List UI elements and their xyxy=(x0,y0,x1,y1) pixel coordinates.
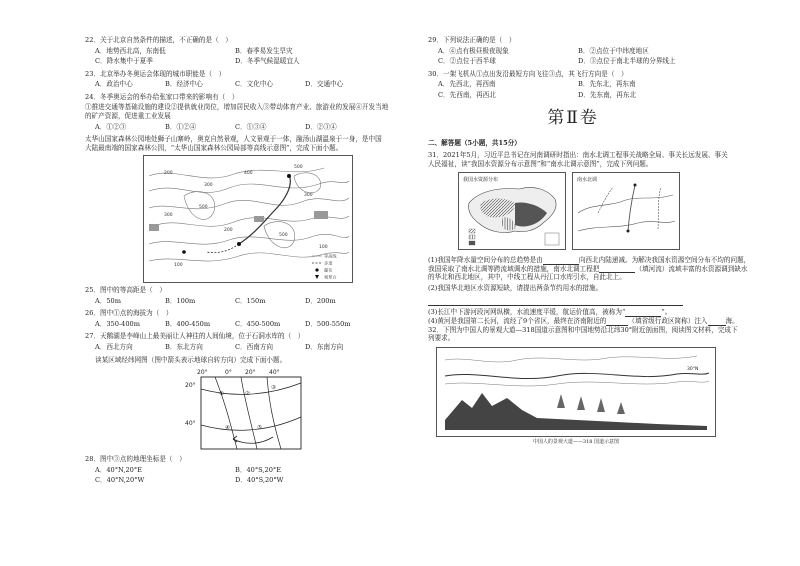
q31-maps xyxy=(458,172,718,250)
route-318-figure xyxy=(436,347,716,437)
sub-question-text: 海。 xyxy=(725,316,739,325)
question-32-cont: 列要求。 xyxy=(428,334,455,343)
latitude-label: 20° xyxy=(185,382,196,390)
option-d: D．②③④ xyxy=(305,122,337,131)
legend-trail: 步道 xyxy=(324,260,333,266)
answer-blank[interactable] xyxy=(708,319,726,326)
map-title: 我国水资源分布 xyxy=(463,177,499,184)
lat-long-grid xyxy=(185,367,305,451)
option-b: B．先东北，再东南 xyxy=(578,80,636,89)
latitude-marker: 30°N xyxy=(687,366,699,372)
contour-label: 100 xyxy=(319,245,328,251)
question-31 xyxy=(428,151,728,168)
longitude-label: 40° xyxy=(269,369,280,377)
legend-contour: 等高线 xyxy=(324,253,337,259)
option-d: D．东南方向 xyxy=(305,343,344,351)
option-b: B．100m xyxy=(165,296,196,305)
question-23 xyxy=(85,70,375,91)
figure-caption: 中国人的景观大道——318 国道示意图 xyxy=(532,438,620,445)
contour-label: 200 xyxy=(224,228,233,234)
option-c: C．450-500m xyxy=(235,319,281,328)
option-b: B．经济中心 xyxy=(165,80,203,89)
option-c: C．文化中心 xyxy=(235,80,274,89)
contour-label: 500 xyxy=(279,233,288,239)
water-resources-graphic xyxy=(459,173,565,249)
option-d: D．交通中心 xyxy=(305,80,344,89)
right-column xyxy=(428,36,751,445)
option-c: C．40°N,20°W xyxy=(95,476,145,485)
option-a: A．先西北，再西南 xyxy=(438,80,496,89)
contour-label: 100 xyxy=(174,263,183,269)
question-31-parts xyxy=(428,256,751,343)
question-stem: 28．图中③点的地理坐标是（ ） xyxy=(85,455,186,464)
lat-long-grid-graphic xyxy=(185,367,305,451)
option-a: A．350-400m xyxy=(95,319,141,328)
map-title: 南水北调 xyxy=(577,177,598,184)
sub-question-1-cont xyxy=(428,264,748,274)
sub-question-text: (4)黄河是我国第二长河，流经了9个省区，最终在济南附近的 xyxy=(428,316,607,325)
question-32: 32．下图为中国人的景观大道—318国道示意图和中国地势沿北纬30°附近剖面图，阅读图文材料，完成下 xyxy=(428,325,738,334)
question-stem: 26．图中①点的海拔为（ ） xyxy=(85,309,173,318)
question-28 xyxy=(85,455,375,487)
question-stem: 30．一架飞机从①点出发沿最短方向飞往③点，其飞行方向是（ ） xyxy=(428,69,628,78)
option-c: C．150m xyxy=(235,296,266,305)
reading-passage xyxy=(85,135,382,152)
south-north-water-map xyxy=(572,172,680,250)
passage-line: 大陆最南端的国家森林公园，“太华山国家森林公园局部等高线示意图”，完成下面小题。 xyxy=(85,143,343,152)
map-legend xyxy=(312,253,337,281)
question-text: 人民福祉，读“我国水资源分布示意图”和“南水北调示意图”，完成下列问题。 xyxy=(428,159,653,168)
option-a: A．50m xyxy=(95,296,121,305)
contour-map xyxy=(143,155,353,283)
sub-question-3 xyxy=(428,308,718,317)
option-c: C．②点位于西半球 xyxy=(438,57,496,66)
option-c: C．降水集中于夏季 xyxy=(95,57,153,66)
grid-point-label: ① xyxy=(219,391,224,398)
contour-label: 300 xyxy=(304,193,313,199)
legend-waterfall: 瀑布 xyxy=(324,267,333,273)
part-title: 第Ⅱ卷 xyxy=(547,108,599,129)
south-north-water-graphic xyxy=(573,173,679,249)
answer-blank[interactable] xyxy=(606,319,628,326)
question-25 xyxy=(85,286,375,307)
legend-viewpoint: 观景台 xyxy=(324,274,337,280)
question-24 xyxy=(85,92,389,133)
option-a: A．④点有极昼极夜现象 xyxy=(438,46,509,55)
left-column xyxy=(85,36,389,489)
option-a: A．地势西北高，东南低 xyxy=(95,46,166,55)
question-stem: 25．图中的等高距是（ ） xyxy=(85,286,166,295)
sub-question-text: 我国采取了南水北调等跨流域调水的措施，南水北调工程把 xyxy=(428,264,600,273)
question-stem: 29．下列说法正确的是（ ） xyxy=(428,36,516,44)
sub-question-4 xyxy=(428,316,739,326)
contour-label: 500 xyxy=(199,205,208,211)
grid-intro: 读某区域经纬网图（图中箭头表示地球自转方向）完成下面小题。 xyxy=(95,355,287,364)
question-stem: 24．冬季奥运会的举办给张家口带来的影响有（ ） xyxy=(85,92,239,101)
route-318-graphic xyxy=(437,348,715,436)
option-d: D．200m xyxy=(305,296,336,305)
option-b: B．400-450m xyxy=(165,319,211,328)
sub-question-text: ”。 xyxy=(661,308,672,317)
question-text: 31．2021年5月，习近平总书记在河南调研时指出：南水北调工程事关战略全局、事关长远发展、事关 xyxy=(428,151,728,160)
question-29 xyxy=(428,36,718,68)
sub-question-text: （填河流）流域丰富的水资源调到缺水 xyxy=(635,264,748,273)
option-c: C．先西南，再西北 xyxy=(438,90,496,99)
option-b: B．东北方向 xyxy=(165,343,203,351)
option-d: D．40°S,20°W xyxy=(235,476,284,485)
sub-question-1 xyxy=(428,256,751,265)
answer-blank[interactable] xyxy=(543,258,579,265)
option-c: C．①③④ xyxy=(235,122,267,131)
option-a: A．西北方向 xyxy=(95,343,133,351)
sub-question-2: (2)我国华北地区水资源短缺，请提出两条节约用水的措施。 xyxy=(428,283,603,292)
option-a: A．政治中心 xyxy=(95,80,133,89)
sub-question-text: (1)我国年降水量空间分布的总趋势是由 xyxy=(428,256,543,265)
option-a: A．①②③ xyxy=(95,122,127,131)
sub-question-text: 向西北内陆递减。为解决我国水资源空间分布不均的问题， xyxy=(578,256,751,265)
question-22 xyxy=(85,36,375,68)
contour-label: 300 xyxy=(164,213,173,219)
contour-label: 500 xyxy=(294,165,303,171)
latitude-label: 40° xyxy=(185,420,196,428)
water-resources-map xyxy=(458,172,566,250)
sub-question-text: (3)长江中下游河段河网纵横，水流速度平缓，航运价值高，被称为“ xyxy=(428,308,626,317)
longitude-label: 20° xyxy=(245,369,256,377)
section-heading: 二、解答题（5小题，共15分） xyxy=(428,139,521,148)
contour-map-graphic xyxy=(144,156,352,282)
answer-blank[interactable] xyxy=(625,310,661,317)
option-a: A．40°N,20°E xyxy=(95,465,142,474)
passage-line: 太华山国家森林公园地处狮子山寨岭，奥克自然景观，人文景观于一体，融汤山湖温泉于一身，是中国 xyxy=(85,135,382,144)
option-b: B．40°S,20°E xyxy=(235,465,282,474)
option-b: B．②点位于中纬度地区 xyxy=(578,46,649,55)
option-d: D．冬季气候湿暖宜人 xyxy=(235,57,300,66)
contour-label: 400 xyxy=(244,171,253,177)
option-b: B．①②④ xyxy=(165,122,197,131)
contour-label: 300 xyxy=(204,183,213,189)
question-stem: 27．天鹅湖是李峰山上最美丽让人神往的人间仙境，位于石洞水库的（ ） xyxy=(85,332,305,341)
sub-question-text: （填省级行政区简称）注入 xyxy=(628,316,708,325)
answer-line[interactable] xyxy=(428,292,683,306)
question-30 xyxy=(428,70,718,102)
sub-question-text: 的华北和西北地区，其中，中线工程从丹江口水库引水，自此北上。 xyxy=(428,273,626,282)
question-stem: 22．关于北京自然条件的描述，不正确的是（ ） xyxy=(85,36,232,44)
option-d: D．先东南，再东北 xyxy=(578,90,637,99)
option-b: B．春季易发生旱灾 xyxy=(235,46,293,55)
grid-point-label: ② xyxy=(245,391,250,398)
question-26 xyxy=(85,309,375,330)
option-c: C．西南方向 xyxy=(235,343,274,351)
grid-point-label: ④ xyxy=(225,425,230,432)
grid-point-label: ③ xyxy=(271,385,276,392)
contour-label: 200 xyxy=(164,171,173,177)
longitude-label: 20° xyxy=(197,369,208,377)
question-stem: 23．北京举办冬奥运会体现的城市职能是（ ） xyxy=(85,69,226,78)
longitude-label: 0° xyxy=(225,369,232,377)
question-text: ①推进交通等基础设施的建设②提供就业岗位，增加居民收入③带动体育产业、旅游业的发展④开发当地 xyxy=(85,103,389,112)
question-27 xyxy=(85,332,375,353)
question-text: 的矿产资源，促进重工业发展 xyxy=(85,111,171,120)
grid-point-label: ⑤ xyxy=(257,425,262,432)
option-d: D．500-550m xyxy=(305,319,351,328)
option-d: D．③点位于南北半球的分界线上 xyxy=(578,57,676,66)
